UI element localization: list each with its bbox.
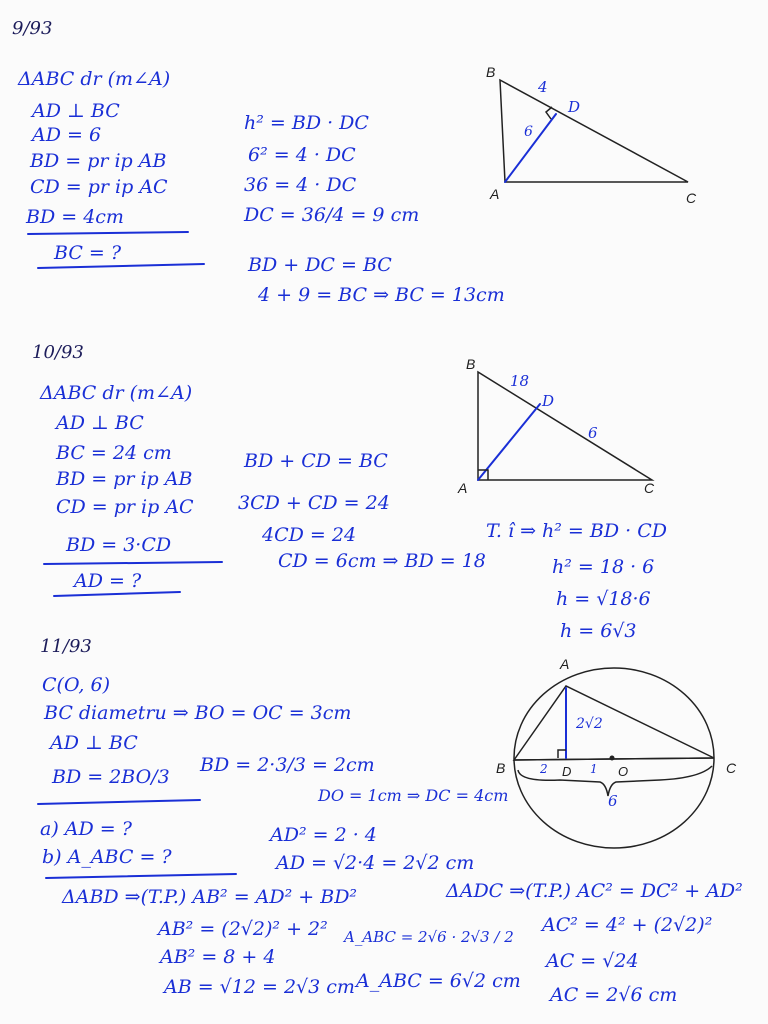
solution-line: 4 + 9 = BC ⇒ BC = 13cm [258,284,505,306]
solution-line: 6² = 4 · DC [248,144,356,166]
adc-line: AC = 2√6 cm [550,984,678,1006]
solution-line: 36 = 4 · DC [244,174,357,196]
vertex-label-b: B [486,64,496,80]
bd-calc-line: BD = 2·3/3 = 2cm [200,754,375,776]
given-line: BC diametru ⇒ BO = OC = 3cm [44,702,352,724]
segment-length-bc: 6 [608,792,618,810]
height-line: h² = 18 · 6 [552,556,655,578]
vertex-label-a: A [560,656,570,672]
segment-length-bd: 4 [538,78,548,96]
vertex-label-o: O [618,764,629,779]
given-line: BD = pr ip AB [30,150,167,172]
vertex-label-c: C [726,760,737,776]
solution-line: CD = 6cm ⇒ BD = 18 [278,550,486,572]
given-line: BD = 3·CD [66,534,172,556]
height-line: T. î ⇒ h² = BD · CD [486,520,667,542]
solution-line: BD + CD = BC [244,450,388,472]
given-line: BD = 4cm [26,206,124,228]
bd-calc-line: DO = 1cm ⇒ DC = 4cm [318,786,509,805]
solution-line: 3CD + CD = 24 [238,492,390,514]
segment-length-bd: 2 [540,762,548,776]
ad-calc-line: AD² = 2 · 4 [270,824,377,846]
vertex-label-a: A [490,186,500,202]
adc-line: ΔADC ⇒(T.P.) AC² = DC² + AD² [446,880,743,902]
ask-line: BC = ? [54,242,122,264]
ask-line: AD = ? [74,570,142,592]
height-line: h = 6√3 [560,620,637,642]
given-line: AD ⊥ BC [56,412,144,434]
given-line: BD = pr ip AB [56,468,193,490]
segment-length-dc: 6 [588,424,598,442]
abd-line: AB² = (2√2)² + 2² [158,918,328,940]
given-line: BC = 24 cm [56,442,172,464]
given-line: CD = pr ip AC [56,496,194,518]
problem-11-number: 11/93 [40,636,92,657]
given-line: C(O, 6) [42,674,110,696]
segment-length-do: 1 [590,762,598,776]
given-line: AD ⊥ BC [32,100,120,122]
area-line: A_ABC = 2√6 · 2√3 / 2 [344,928,514,946]
solution-line: h² = BD · DC [244,112,369,134]
adc-line: AC² = 4² + (2√2)² [542,914,713,936]
height-line: h = √18·6 [556,588,651,610]
vertex-label-d: D [568,98,581,116]
vertex-label-d: D [562,764,572,779]
vertex-label-a: A [458,480,468,496]
solution-line: BD + DC = BC [248,254,392,276]
ask-line: b) A_ABC = ? [42,846,172,868]
area-line: A_ABC = 6√2 cm [356,970,521,992]
given-line: ΔABC dr (m∠A) [40,382,193,404]
adc-line: AC = √24 [546,950,639,972]
ad-calc-line: AD = √2·4 = 2√2 cm [276,852,475,874]
problem-9-number: 9/93 [12,18,53,39]
segment-length-bd: 18 [510,372,530,390]
abd-line: AB = √12 = 2√3 cm [164,976,355,998]
vertex-label-d: D [542,392,555,410]
solution-line: 4CD = 24 [262,524,357,546]
vertex-label-c: C [686,190,697,206]
vertex-label-b: B [466,356,476,372]
given-line: CD = pr ip AC [30,176,168,198]
ask-line: a) AD = ? [40,818,132,840]
problem-10-number: 10/93 [32,342,84,363]
given-line: BD = 2BO/3 [52,766,170,788]
abd-line: ΔABD ⇒(T.P.) AB² = AD² + BD² [62,886,358,908]
vertex-label-c: C [644,480,655,496]
solution-line: DC = 36/4 = 9 cm [244,204,420,226]
given-line: ΔABC dr (m∠A) [18,68,171,90]
segment-length-ad: 6 [524,124,533,140]
vertex-label-b: B [496,760,506,776]
segment-length-ad: 2√2 [576,716,603,732]
given-line: AD = 6 [32,124,102,146]
given-line: AD ⊥ BC [50,732,138,754]
abd-line: AB² = 8 + 4 [160,946,276,968]
